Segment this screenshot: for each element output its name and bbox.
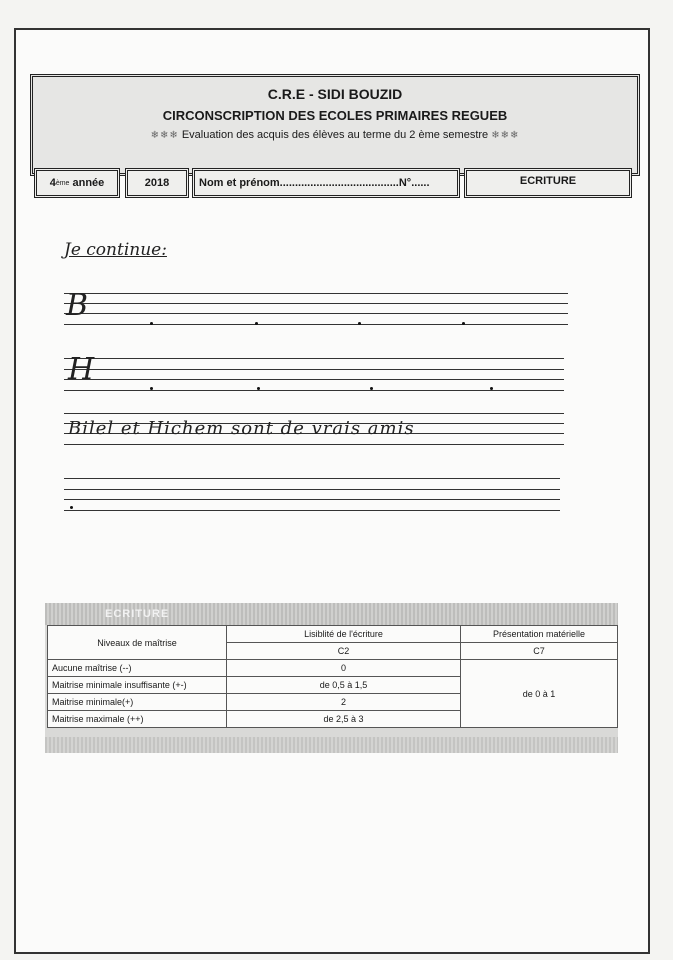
writing-rule [64,478,560,479]
level-text: année [72,177,105,189]
header-levels: Niveaux de maîtrise [48,626,227,660]
table-row [48,660,618,677]
writing-rule [64,358,564,359]
c2-score: 0 [227,660,461,677]
snowflake-icon: ❄❄❄ [150,130,179,141]
writing-rule [64,444,564,445]
start-dot [150,387,153,390]
evaluation-table [47,625,618,728]
start-dot [70,506,73,509]
c2-score: de 0,5 à 1,5 [227,677,461,694]
c2-score: de 2,5 à 3 [227,711,461,728]
header-circonscription: CIRCONSCRIPTION DES ECOLES PRIMAIRES REGUEB [162,108,508,123]
header-evaluation-text: Evaluation des acquis des élèves au terme du 2 ème semestre [181,129,489,141]
start-dot [370,387,373,390]
c7-score: de 0 à 1 [461,660,618,728]
year-cell: 2018 [125,168,189,198]
header-c2: Lisiblité de l'écriture [227,626,461,643]
level-label: Aucune maîtrise (--) [48,660,227,677]
header-c7: Présentation matérielle [461,626,618,643]
grid-title: ECRITURE [105,608,170,620]
instruction-title: Je continue: [64,240,167,260]
grid-footer-strip [45,737,618,753]
criterion-c7: C7 [461,643,618,660]
header-box [30,74,640,176]
snowflake-icon: ❄❄❄ [491,130,520,141]
writing-rule [64,510,560,511]
evaluation-grid [45,603,618,753]
level-cell [34,168,120,198]
level-label: Maitrise minimale insuffisante (+-) [48,677,227,694]
model-letter-h: H [68,352,95,387]
c2-score: 2 [227,694,461,711]
writing-rule [64,489,560,490]
start-dot [257,387,260,390]
start-dot [490,387,493,390]
writing-rule [64,369,564,370]
criterion-c2: C2 [227,643,461,660]
start-dot [150,322,153,325]
writing-rule [64,303,568,304]
model-sentence: Bilel et Hichem sont de vrais amis [68,418,415,439]
name-field[interactable]: Nom et prénom.......................................N°...... [192,168,460,198]
writing-rule [64,313,568,314]
header-cre: C.R.E - SIDI BOUZID [267,86,403,102]
level-label: Maitrise minimale(+) [48,694,227,711]
subject-cell: ECRITURE [464,168,632,198]
writing-rule [64,324,568,325]
info-row [30,168,634,202]
model-letter-b: B [66,288,89,323]
writing-rule [64,499,560,500]
level-number: 4 [49,177,56,189]
header-evaluation [33,129,637,141]
start-dot [255,322,258,325]
level-suffix: ème [55,179,70,187]
writing-rule [64,379,564,380]
start-dot [462,322,465,325]
start-dot [358,322,361,325]
writing-rule [64,390,564,391]
writing-rule [64,413,564,414]
level-label: Maitrise maximale (++) [48,711,227,728]
writing-rule [64,293,568,294]
table-row [48,626,618,643]
